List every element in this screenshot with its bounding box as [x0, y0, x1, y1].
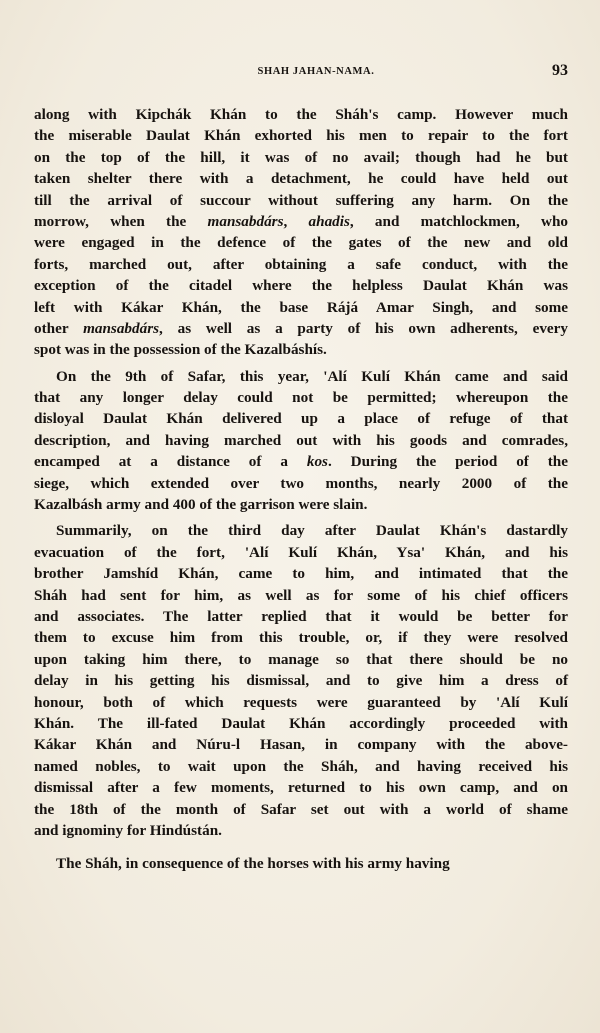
text-line: Khán. The ill-fated Daulat Khán accordingly proceeded with	[34, 714, 568, 732]
running-title: SHAH JAHAN-NAMA.	[257, 66, 375, 77]
text-line: brother Jamshíd Khán, came to him, and intimated that the	[34, 565, 568, 583]
text-line: honour, both of which requests were guaranteed by 'Alí Kulí	[34, 693, 568, 711]
italic-term: kos	[306, 453, 328, 471]
text-line: disloyal Daulat Khán delivered up a place of refuge of that	[34, 410, 568, 428]
text-line: forts, marched out, after obtaining a safe conduct, with the	[34, 255, 568, 273]
text-line: Summarily, on the third day after Daulat Khán's dastardly	[56, 522, 568, 540]
italic-term: mansabdárs	[207, 212, 284, 230]
text-line: the 18th of the month of Safar set out with a world of shame	[34, 800, 568, 818]
paragraph	[34, 520, 568, 841]
text-line: named nobles, to wait upon the Sháh, and having received his	[34, 757, 568, 775]
paragraph	[34, 366, 568, 516]
text-line: encamped at a distance of a kos. During the period of the	[34, 453, 568, 471]
body-text	[34, 104, 568, 875]
text-line: along with Kipchák Khán to the Sháh's camp. However much	[34, 106, 568, 123]
text-line: Sháh had sent for him, as well as for some of his chief officers	[34, 586, 568, 604]
text-line: on the top of the hill, it was of no avail; though had he but	[34, 148, 568, 166]
text-line: description, and having marched out with his goods and comrades,	[34, 431, 568, 449]
text-line: upon taking him there, to manage so that there should be no	[34, 650, 568, 668]
text-line: and ignominy for Hindústán.	[34, 821, 222, 839]
paragraph-gap	[34, 841, 568, 853]
text-line: dismissal after a few moments, returned to his own camp, and on	[34, 779, 568, 797]
italic-term: ahadis	[308, 212, 350, 230]
text-line: Kazalbásh army and 400 of the garrison were slain.	[34, 496, 368, 514]
text-line: the miserable Daulat Khán exhorted his men to repair to the fort	[34, 127, 568, 145]
italic-term: mansabdárs	[83, 319, 160, 337]
text-line: them to excuse him from this trouble, or, if they were resolved	[34, 629, 568, 647]
text-line: On the 9th of Safar, this year, 'Alí Kulí Khán came and said	[56, 367, 568, 385]
text-line: taken shelter there with a detachment, he could have held out	[34, 170, 568, 188]
text-line: morrow, when the mansabdárs, ahadis, and matchlockmen, who	[34, 212, 569, 230]
paragraph	[34, 104, 568, 361]
text-line: Kákar Khán and Núru-l Hasan, in company with the above-	[34, 736, 568, 754]
text-line: exception of the citadel where the helpless Daulat Khán was	[34, 277, 568, 295]
page-number: 93	[552, 62, 568, 79]
text-line: till the arrival of succour without suffering any harm. On the	[34, 191, 568, 209]
text-line: that any longer delay could not be permitted; whereupon the	[34, 389, 568, 407]
text-line: delay in his getting his dismissal, and to give him a dress of	[34, 672, 568, 690]
text-line: left with Kákar Khán, the base Rájá Amar Singh, and some	[34, 298, 568, 316]
paragraph	[34, 853, 568, 874]
text-line: other mansabdárs, as well as a party of his own adherents, every	[34, 319, 568, 337]
text-line: and associates. The latter replied that it would be better for	[34, 607, 568, 625]
text-line: spot was in the possession of the Kazalbáshís.	[34, 341, 327, 359]
page-header	[34, 60, 568, 86]
text-line: evacuation of the fort, 'Alí Kulí Khán, Ysa' Khán, and his	[34, 543, 568, 561]
text-line: The Sháh, in consequence of the horses with his army having	[56, 855, 450, 873]
text-line: were engaged in the defence of the gates of the new and old	[34, 234, 568, 252]
text-line: siege, which extended over two months, nearly 2000 of the	[34, 474, 568, 492]
